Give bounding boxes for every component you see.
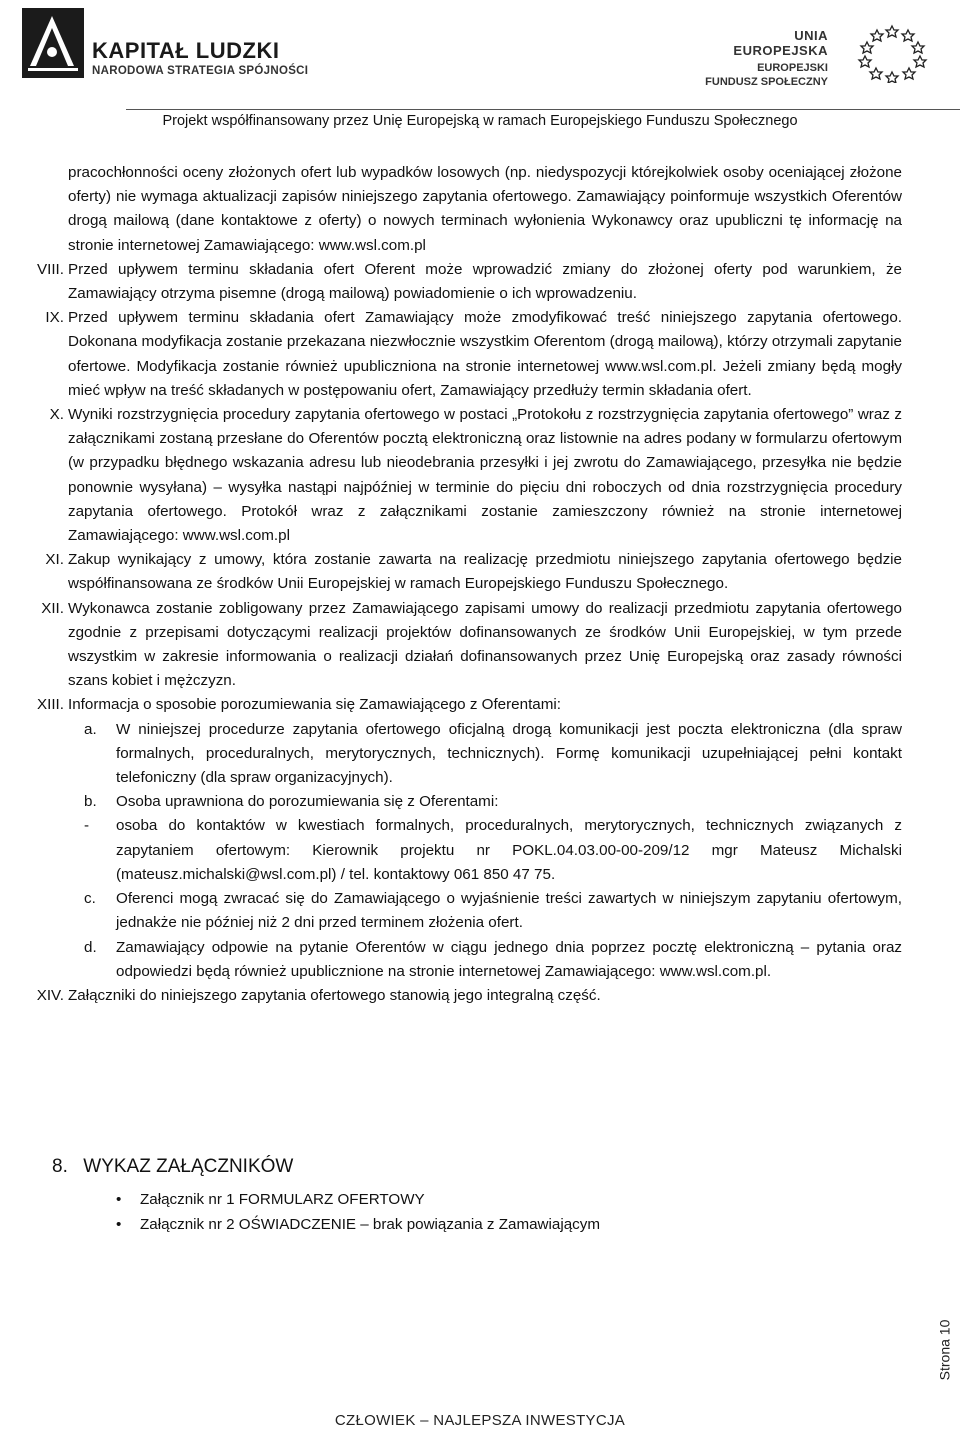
item-text: Przed upływem terminu składania ofert Oferent może wprowadzić zmiany do złożonej oferty pod warunkiem, że Zamawiający otrzyma pisemne (drogą mailową) powiadomienie o ich wprowadzeniu. xyxy=(68,260,902,303)
item-text: Przed upływem terminu składania ofert Zamawiający może zmodyfikować treść niniejszego zapytania ofertowego. Dokonana modyfikacja zostanie przekazana niezwłocznie wszystkim Oferentom (drogą mailową), którzy otrzymali zapytanie ofertowe. Modyfikacja zostanie również upubliczniona na stronie internetowej www.wsl.com.pl. Jeżeli zmiany będą mogły mieć wpływ na treść składanych w postępowaniu ofert, Zamawiający przedłuży termin składania ofert. xyxy=(68,309,902,399)
bullet-icon: • xyxy=(116,1215,122,1233)
item-text: Wyniki rozstrzygnięcia procedury zapytania ofertowego w postaci „Protokołu z rozstrzygnięcia zapytania ofertowego” wraz z załącznikami zostaną przesłane do Oferentów pocztą elektroniczną oraz listownie na adres podany w formularzu ofertowym (w przypadku błędnego wskazania adresu lub nieodebrania przesyłki i jej zwrotu do Zamawiającego, przesyłka nie będzie ponownie wysyłana) – wysyłka nastąpi najpóźniej w terminie do pięciu dni roboczych od dnia rozstrzygnięcia procedury zapytania ofertowego. Protokół wraz z załącznikami zostanie zamieszczony również na stronie internetowej Zamawiającego: www.wsl.com.pl xyxy=(68,406,902,545)
attachment-label: Załącznik nr 2 OŚWIADCZENIE – brak powiązania z Zamawiającym xyxy=(140,1215,600,1233)
sub-item-d xyxy=(22,936,902,984)
kapital-ludzki-title: KAPITAŁ LUDZKI xyxy=(92,38,280,63)
sub-item-dash xyxy=(22,814,902,887)
section-number: 8. xyxy=(52,1156,68,1177)
item-text: Wykonawca zostanie zobligowany przez Zamawiającego zapisami umowy do realizacji przedmiotu zapytania ofertowego zgodnie z przepisami dotyczącymi realizacji projektów dofinansowanych ze środków Unii Europejskiej, w tym przede wszystkim w zakresie informowania o realizacji działań dofinansowanych przez Unię Europejską oraz zasady równości szans kobiet i mężczyzn. xyxy=(68,599,902,690)
item-number: XIV. xyxy=(36,986,64,1004)
item-number: XI. xyxy=(45,551,64,569)
eu-line-1: UNIA EUROPEJSKA xyxy=(733,28,828,58)
sub-item-letter: c. xyxy=(84,890,96,908)
sub-item-a xyxy=(22,718,902,791)
sub-item-c xyxy=(22,887,902,935)
kapital-ludzki-logo xyxy=(22,8,322,78)
section-title: WYKAZ ZAŁĄCZNIKÓW xyxy=(83,1156,294,1177)
sub-item-letter: - xyxy=(84,817,90,835)
item-number: XII. xyxy=(41,599,64,617)
list-item-xi xyxy=(22,548,902,596)
sub-item-text: W niniejszej procedurze zapytania ofertowego oficjalną drogą komunikacji jest poczta elektroniczna (dla spraw formalnych, proceduralnych, merytorycznych, technicznych). Formę komunikacji uzupełniającej pełni kontakt telefoniczny (dla spraw organizacyjnych). xyxy=(116,720,902,787)
eu-logo xyxy=(700,18,940,88)
sub-item-letter: d. xyxy=(84,938,97,956)
list-item-xiv xyxy=(22,984,902,1008)
bullet-icon: • xyxy=(116,1191,122,1208)
sub-item-text: Zamawiający odpowie na pytanie Oferentów w ciągu jednego dnia poprzez pocztę elektroniczną – pytania oraz odpowiedzi będą również upublicznione na stronie internetowej Zamawiającego: www.wsl.com.pl. xyxy=(116,938,902,980)
page-number xyxy=(936,1316,960,1386)
attachment-label: Załącznik nr 1 FORMULARZ OFERTOWY xyxy=(140,1191,425,1208)
sub-item-b xyxy=(22,790,902,814)
sub-item-letter: b. xyxy=(84,793,97,811)
item-text: Zakup wynikający z umowy, która zostanie zawarta na realizację przedmiotu niniejszego zapytania ofertowego będzie współfinansowana ze środków Unii Europejskiej w ramach Europejskiego Funduszu Społecznego. xyxy=(68,551,902,593)
item-text: Załączniki do niniejszego zapytania ofertowego stanowią jego integralną część. xyxy=(68,986,601,1004)
kapital-ludzki-emblem-icon xyxy=(22,8,84,78)
list-item-viii xyxy=(22,258,902,306)
document-body xyxy=(22,161,902,1008)
kapital-ludzki-subtitle: NARODOWA STRATEGIA SPÓJNOŚCI xyxy=(92,65,309,77)
list-item-xii xyxy=(22,597,902,694)
eu-line-3: FUNDUSZ SPOŁECZNY xyxy=(705,76,828,88)
list-item xyxy=(116,1213,600,1238)
sub-item-text: Oferenci mogą zwracać się do Zamawiającego o wyjaśnienie treści zawartych w niniejszym zapytaniu ofertowym, jednakże nie później niż 2 dni przed terminem złożenia ofert. xyxy=(116,890,902,932)
header-divider xyxy=(126,109,960,110)
section-heading xyxy=(52,1156,293,1178)
attachments-list xyxy=(116,1188,600,1237)
footer-slogan: CZŁOWIEK – NAJLEPSZA INWESTYCJA xyxy=(334,1412,626,1429)
list-item-xiii xyxy=(22,693,902,717)
eu-line-2: EUROPEJSKI xyxy=(757,62,828,74)
project-cofinancing-line: Projekt współfinansowany przez Unię Europejską w ramach Europejskiego Funduszu Społecznego xyxy=(162,113,798,129)
page-header xyxy=(0,0,960,129)
item-text: Informacja o sposobie porozumiewania się Zamawiającego z Oferentami: xyxy=(68,696,561,714)
item-number: IX. xyxy=(45,309,64,327)
item-number: X. xyxy=(49,406,64,424)
item-number: VIII. xyxy=(36,260,64,278)
sub-item-letter: a. xyxy=(84,720,97,738)
sub-item-text: osoba do kontaktów w kwestiach formalnych, proceduralnych, merytorycznych, technicznych związanych z zapytaniem ofertowym: Kierownik projektu nr POKL.04.03.00-00-209/12 mgr Mateusz Michalski (mateusz.michalski@wsl.com.pl) / tel. kontaktowy 061 850 47 75. xyxy=(116,817,902,883)
intro-paragraph: pracochłonności oceny złożonych ofert lub wypadków losowych (np. niedyspozycji którejkolwiek osoby oceniającej złożone oferty) nie wymaga aktualizacji zapisów niniejszego zapytania ofertowego. Zamawiający poinformuje wszystkich Oferentów drogą mailową (dane kontaktowe z oferty) o nowych terminach wyłonienia Wykonawcy oraz upubliczni tę informację na stronie internetowej Zamawiającego: www.wsl.com.pl xyxy=(68,164,902,254)
eu-text xyxy=(700,28,828,88)
list-item-x xyxy=(22,403,902,548)
item-number: XIII. xyxy=(36,696,64,714)
list-item xyxy=(116,1188,600,1213)
eu-flag-icon xyxy=(845,18,940,83)
sub-item-text: Osoba uprawniona do porozumiewania się z Oferentami: xyxy=(116,793,499,811)
page-number-label: Strona 10 xyxy=(936,1319,953,1381)
list-item-ix xyxy=(22,306,902,403)
